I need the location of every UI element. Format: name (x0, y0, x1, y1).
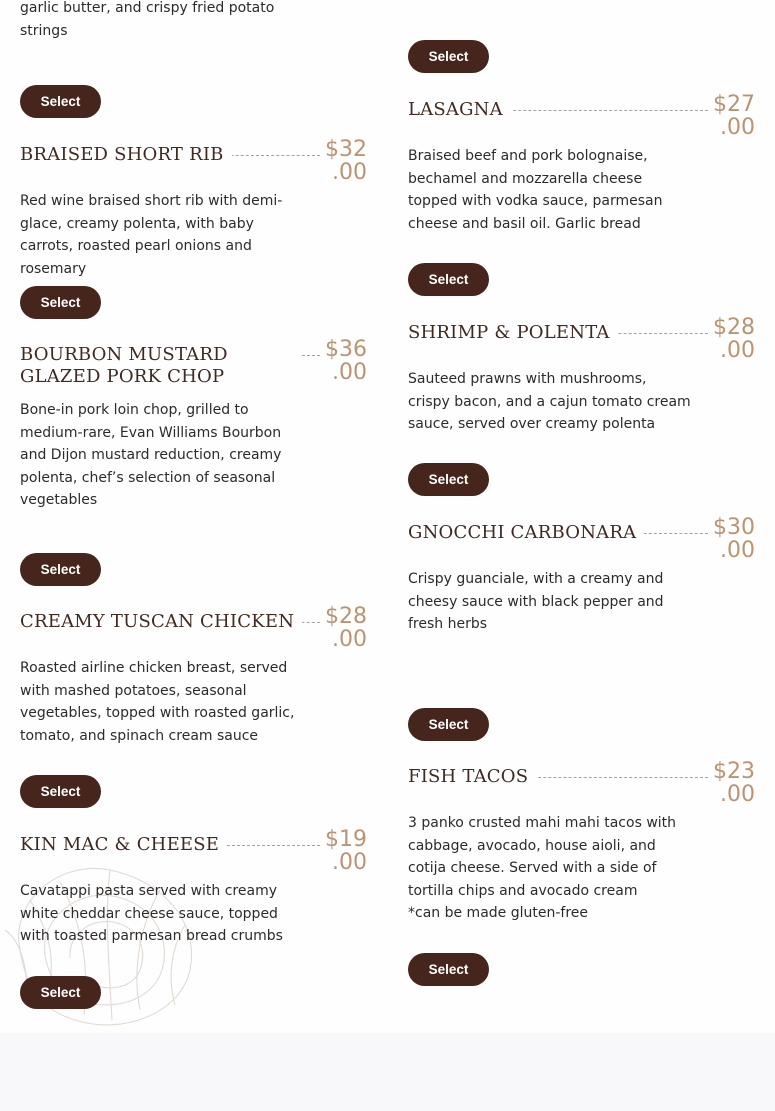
menu-item-price: $19 .00 (325, 827, 367, 875)
select-button[interactable]: Select (408, 263, 489, 296)
menu-item-description: Cavatappi pasta served with creamy white cheddar cheese sauce, topped with toasted parmesan bread crumbs (20, 883, 283, 945)
menu-item-gnocchi-carbonara (408, 515, 755, 636)
footer-band (0, 1033, 775, 1111)
menu-item-price: $36 .00 (325, 337, 367, 385)
price-leader-line (523, 777, 708, 778)
menu-item-bourbon-pork-chop (20, 337, 367, 512)
menu-item-braised-short-rib (20, 137, 367, 280)
menu-item-kin-mac-cheese (20, 827, 367, 948)
menu-item-name: LASAGNA (408, 99, 511, 121)
select-button[interactable]: Select (20, 553, 101, 586)
menu-item-price: $28 .00 (713, 315, 755, 363)
menu-item-creamy-tuscan-chicken (20, 604, 367, 747)
menu-item-price: $28 .00 (325, 604, 367, 652)
select-button[interactable]: Select (20, 85, 101, 118)
menu-item-name: SHRIMP & POLENTA (408, 322, 618, 344)
select-button[interactable]: Select (408, 463, 489, 496)
price-leader-line (302, 355, 320, 356)
price-leader-line (498, 110, 708, 111)
select-button[interactable]: Select (408, 708, 489, 741)
menu-item-name: KIN MAC & CHEESE (20, 834, 227, 856)
menu-item-price: $32 .00 (325, 137, 367, 185)
menu-item-name: BOURBON MUSTARD GLAZED PORK CHOP (20, 344, 298, 388)
menu-item-description: Braised beef and pork bolognaise, bechamel and mozzarella cheese topped with vodka sauce, parmesan cheese and basil oil. Garlic bread (408, 148, 663, 232)
select-button[interactable]: Select (408, 953, 489, 986)
menu-item-fish-tacos (408, 759, 755, 925)
menu-item-name: FISH TACOS (408, 766, 536, 788)
menu-item-name: CREAMY TUSCAN CHICKEN (20, 611, 302, 633)
menu-item-description: 3 panko crusted mahi mahi tacos with cabbage, avocado, house aioli, and cotija cheese. Served with a side of tortilla chips and avocado cream *can be made gluten-free (408, 815, 677, 922)
menu-item-lasagna (408, 92, 755, 235)
select-button[interactable]: Select (408, 40, 489, 73)
partial-item-description: garlic butter, and crispy fried potato strings (20, 0, 275, 39)
menu-item-description: Sauteed prawns with mushrooms, crispy bacon, and a cajun tomato cream sauce, served over creamy polenta (408, 371, 691, 433)
menu-item-price: $30 .00 (713, 515, 755, 563)
menu-item-price: $27 .00 (713, 92, 755, 140)
select-button[interactable]: Select (20, 775, 101, 808)
menu-item-shrimp-polenta (408, 315, 755, 436)
menu-item-price: $23 .00 (713, 759, 755, 807)
menu-item-description: Crispy guanciale, with a creamy and cheesy sauce with black pepper and fresh herbs (408, 571, 664, 633)
menu-item-description: Roasted airline chicken breast, served with mashed potatoes, seasonal vegetables, topped with roasted garlic, tomato, and spinach cream sauce (20, 660, 295, 744)
menu-item-description: Bone-in pork loin chop, grilled to medium-rare, Evan Williams Bourbon and Dijon mustard reduction, creamy polenta, chef’s selection of seasonal vegetables (20, 402, 282, 509)
menu-item-description: Red wine braised short rib with demi-glace, creamy polenta, with baby carrots, roasted pearl onions and rosemary (20, 193, 283, 277)
menu-item-name: BRAISED SHORT RIB (20, 144, 232, 166)
menu-item-name: GNOCCHI CARBONARA (408, 522, 644, 544)
select-button[interactable]: Select (20, 286, 101, 319)
select-button[interactable]: Select (20, 976, 101, 1009)
